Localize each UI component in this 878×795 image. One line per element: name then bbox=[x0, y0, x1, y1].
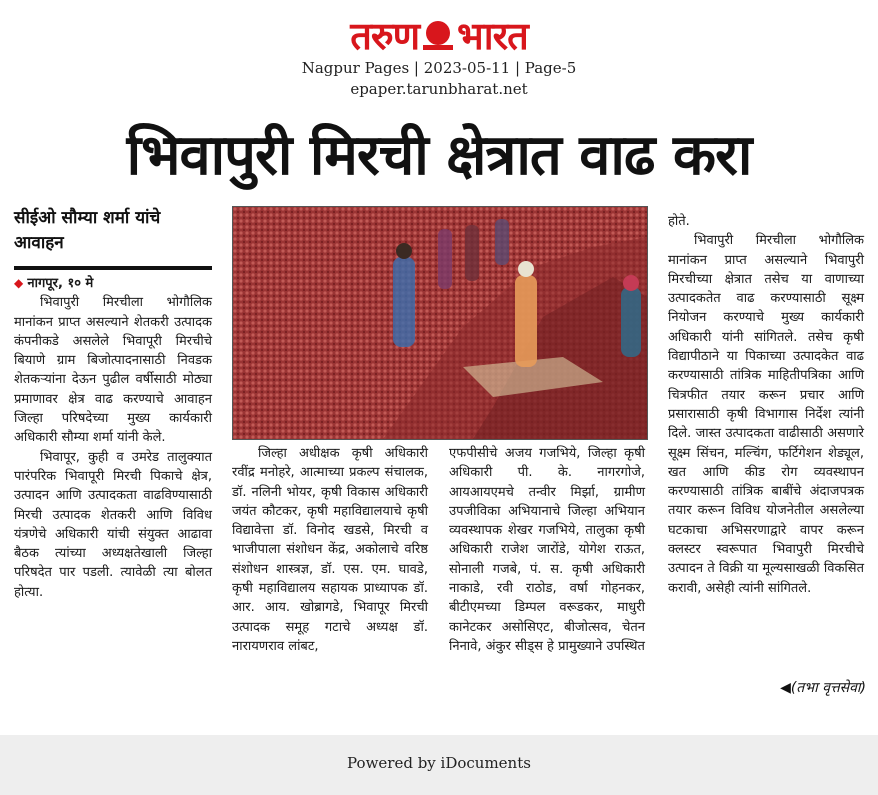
edition-line: Nagpur Pages | 2023-05-11 | Page-5 bbox=[301, 59, 577, 77]
logo-text-left: तरुण bbox=[350, 14, 420, 58]
credit-text: (तभा वृत्तसेवा) bbox=[790, 680, 866, 696]
news-credit bbox=[780, 678, 866, 697]
column-3-text: एफपीसीचे अजय गजभिये, जिल्हा कृषी अधिकारी पी. के. नागरगोजे, आयआयएमचे तन्वीर मिर्झा, ग्रामीण उपजीविका अभियानाचे जिल्हा अभियान व्यवस्थापक शेखर गजभिये, तालुका कृषी अधिकारी राजेश जारोंडे, योगेश राऊत, सोनाली गजबे, पं. स. कृषी अधिकारी नाकाडे, रवी राठोड, वर्षा गोहनकर, बीटीएमच्या डिम्पल वरूडकर, माधुरी कानेटकर असोसिएट, बीजोत्सव, चेतन निनावे, अंकुर सीड्स हे प्रामुख्याने उपस्थित bbox=[449, 446, 645, 654]
footer-bar bbox=[0, 735, 878, 795]
credit-arrow-icon: ◀ bbox=[780, 680, 791, 696]
footer-powered-by[interactable]: Powered by iDocuments bbox=[347, 754, 531, 772]
logo-text-right: भारत bbox=[457, 14, 528, 58]
article-photo bbox=[232, 206, 648, 440]
article-column-3 bbox=[449, 444, 645, 656]
column-1-paragraph-1: भिवापुरी मिरचीला भोगौलिक मानांकन प्राप्त असल्याने शेतकरी उत्पादक कंपनीकडे असलेले भिवापूरी मिरचीचे बियाणे ग्राम बिजोत्पादनासाठी निवडक शेतकऱ्यांना देऊन पुढील वर्षीसाठी मोठ्या प्रमाणावर क्षेत्र वाढ करण्याचे आवाहन जिल्हा परिषदेच्या मुख्य कार्यकारी अधिकारी सौम्या शर्मा यांनी केले. bbox=[14, 295, 212, 446]
chilli-drying-photo-illustration bbox=[233, 207, 647, 439]
article-column-2 bbox=[232, 444, 428, 656]
site-url[interactable]: epaper.tarunbharat.net bbox=[350, 80, 528, 98]
column-1-paragraph-2: भिवापूर, कुही व उमरेड तालुक्यात पारंपरिक भिवापूरी मिरची पिकाचे क्षेत्र, उत्पादन आणि उत्पादकता वाढविण्यासाठी मिरची उत्पादक शेतकरी आणि विविध यंत्रणेचे अधिकारी यांची संयुक्त आढावा बैठक त्यांच्या अध्यक्षतेखाली जिल्हा परिषदेत पार पडली. त्यावेळी त्या बोलत होत्या. bbox=[14, 449, 212, 600]
masthead bbox=[0, 14, 878, 100]
article-column-4 bbox=[668, 212, 864, 598]
subheading-rule bbox=[14, 266, 212, 270]
column-4-paragraph-1: होते. bbox=[668, 214, 690, 229]
article-subheading: सीईओ सौम्या शर्मा यांचे आवाहन bbox=[14, 208, 161, 253]
dateline-diamond-icon: ◆ bbox=[14, 276, 24, 290]
column-4-paragraph-2: भिवापुरी मिरचीला भोगौलिक मानांकन प्राप्त असल्याने भिवापुरी मिरचीच्या क्षेत्रात तसेच या वाणाच्या उत्पादकतेत वाढ करण्यासाठी सूक्ष्म नियोजन करण्याचे मुख्य कार्यकारी अधिकारी यांनी सांगितले. तसेच कृषी विद्यापीठाने या पिकाच्या उत्पादकेत वाढ करण्यासाठी तांत्रिक माहितीपत्रिका आणि चित्रफीत तयार करून प्रचार आणि प्रसारासाठी कृषी विभागास निर्देश त्यांनी दिले. जास्त उत्पादकता वाढीसाठी असणारे सूक्ष्म सिंचन, मल्चिंग, फर्टिगेशन शेड्यूल, खत आणि कीड रोग व्यवस्थापन करण्यासाठी तांत्रिक बाबींचे अंदाजपत्रक तयार करून विविध योजनेतील असलेल्या घटकाचा अभिसरणाद्वारे वापर करून क्लस्टर स्वरूपात भिवापुरी मिरचीचे उत्पादन ते विक्री या मूल्यसाखळी विकसित करावी, असेही त्यांनी सांगितले. bbox=[668, 233, 864, 596]
column-2-text: जिल्हा अधीक्षक कृषी अधिकारी रवींद्र मनोहरे, आत्माच्या प्रकल्प संचालक, डॉ. नलिनी भोयर, कृषी विकास अधिकारी जयंत कौटकर, कृषी महाविद्यालयाचे कृषी विद्यावेत्ता डॉ. विनोद खडसे, मिरची व भाजीपाला संशोधन केंद्र, अकोलाचे वरिष्ठ संशोधन शास्त्रज्ञ, डॉ. एस. एम. घावडे, कृषी महाविद्यालय सहायक प्राध्यापक डॉ. आर. आय. खोब्रागडे, भिवापूर मिरची उत्पादक समूह गटाचे अध्यक्ष डॉ. नारायणराव लांबट, bbox=[232, 446, 428, 654]
article-column-1 bbox=[14, 274, 212, 602]
article-headline: भिवापुरी मिरची क्षेत्रात वाढ करा bbox=[126, 123, 752, 188]
logo-emblem-icon bbox=[423, 19, 453, 53]
dateline: नागपूर, १० मे bbox=[27, 276, 94, 291]
newspaper-logo[interactable] bbox=[350, 14, 528, 58]
